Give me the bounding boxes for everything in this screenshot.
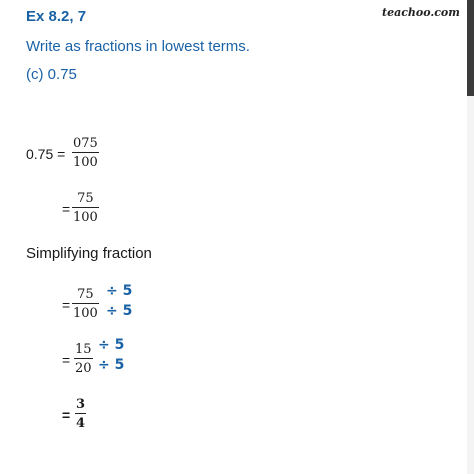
simplify-step-2-denominator-operation: ÷ 5 [98,357,125,373]
simplify-step-2-denominator: 20 [75,361,92,376]
step-2-lhs: = [62,201,71,217]
step-2-fraction [72,192,99,224]
simplify-step-1-denominator: 100 [73,306,98,321]
step-1-lhs: 0.75 = [26,146,66,162]
answer-lhs: = [62,407,71,423]
question-part: (c) 0.75 [26,66,77,83]
simplify-step-1-denominator-operation: ÷ 5 [106,303,133,319]
step-1-fraction [72,137,99,169]
simplify-step-2-numerator-operation: ÷ 5 [98,337,125,353]
step-2-denominator: 100 [73,210,98,225]
simplify-step-2-fraction [74,343,93,375]
simplify-step-2-lhs: = [62,352,71,368]
simplify-step-1-numerator-operation: ÷ 5 [106,283,133,299]
simplify-step-2-numerator: 15 [75,342,92,357]
vertical-scrollbar[interactable] [467,0,474,474]
step-2-numerator: 75 [77,191,94,206]
simplify-label: Simplifying fraction [26,245,152,262]
teachoo-logo: teachoo.com [382,6,460,19]
simplify-step-1-fraction [72,288,99,320]
question-instruction: Write as fractions in lowest terms. [26,38,250,55]
answer-denominator: 4 [76,416,86,431]
answer-fraction [75,398,86,430]
answer-numerator: 3 [76,397,86,412]
exercise-heading: Ex 8.2, 7 [26,8,87,25]
simplify-step-1-numerator: 75 [77,287,94,302]
scrollbar-thumb[interactable] [467,0,474,96]
step-1-numerator: 075 [73,136,98,151]
step-1-denominator: 100 [73,155,98,170]
simplify-step-1-lhs: = [62,297,71,313]
